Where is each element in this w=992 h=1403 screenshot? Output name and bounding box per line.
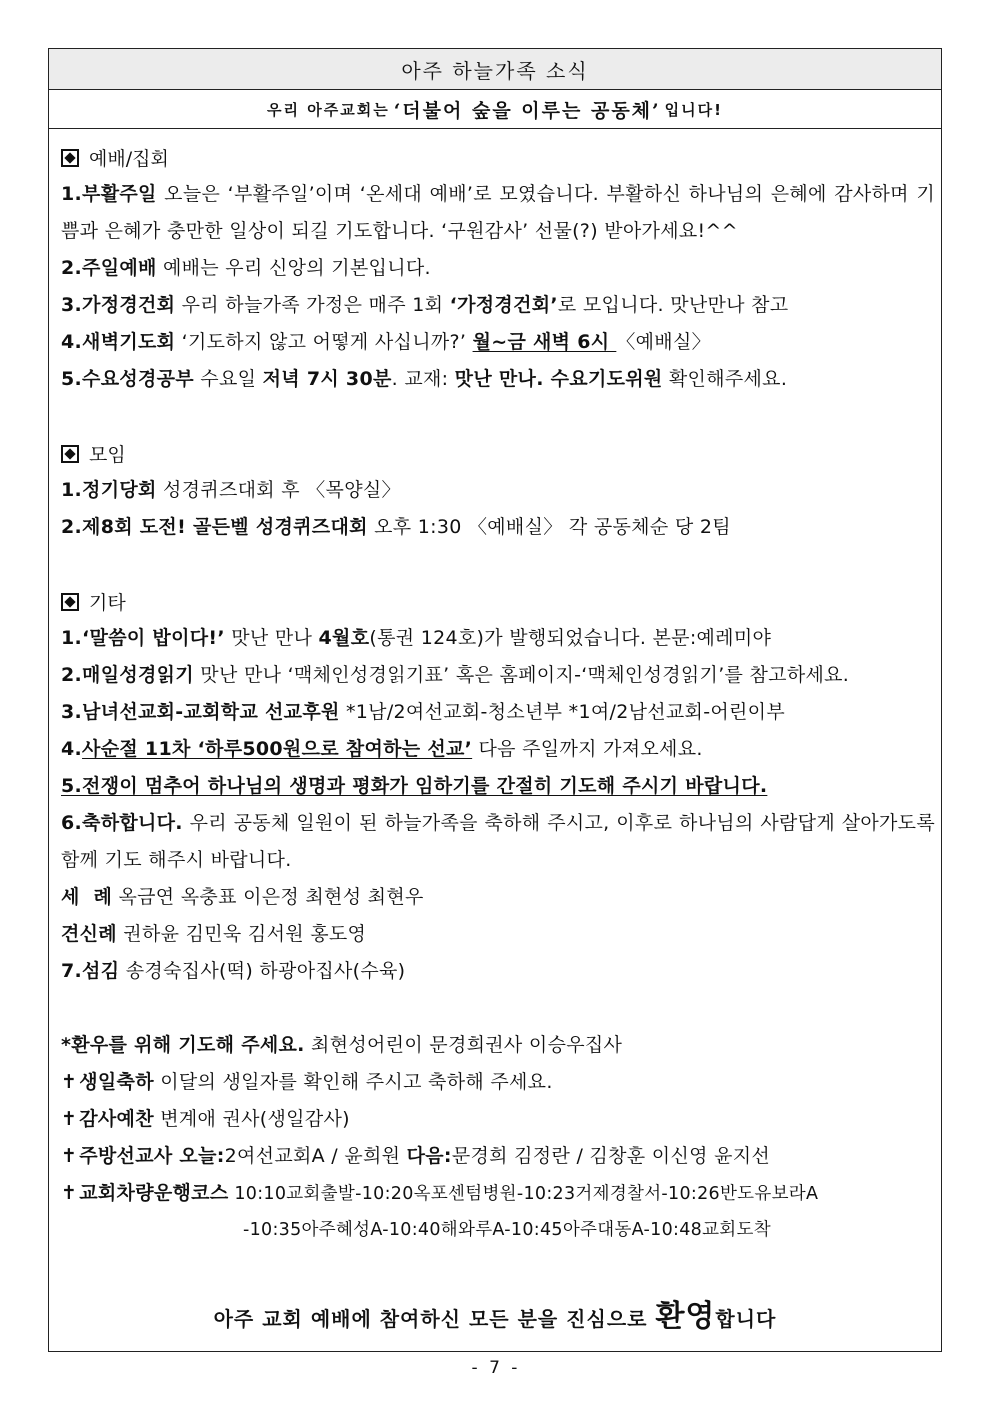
item-label: 견신례 bbox=[61, 923, 117, 945]
etc-item-2 bbox=[61, 657, 935, 694]
item-underline: 5.전쟁이 멈추어 하나님의 생명과 평화가 임하기를 간절히 기도해 주시기 바랍니다. bbox=[61, 775, 768, 797]
item-text: 성경퀴즈대회 후 〈목양실〉 bbox=[156, 479, 401, 501]
section-title: 예배/집회 bbox=[89, 148, 169, 170]
item-underline: 사순절 11차 ‘하루500원으로 참여하는 선교’ bbox=[82, 738, 473, 760]
welcome-text: 아주 교회 예배에 참여하신 모든 분을 진심으로 bbox=[213, 1307, 656, 1331]
item-text: *1남/2여선교회-청소년부 *1여/2남선교회-어린이부 bbox=[339, 701, 785, 723]
cross-icon: ✝ bbox=[61, 1145, 78, 1167]
item-text: 2여선교회A / 윤희원 bbox=[224, 1145, 407, 1167]
item-text: 10:10교회출발-10:20옥포센텀병원-10:23거제경찰서-10:26반도유보라A bbox=[228, 1184, 819, 1204]
worship-item-3 bbox=[61, 287, 935, 324]
item-bold: 다음: bbox=[406, 1145, 452, 1167]
section-worship-heading bbox=[61, 139, 935, 176]
worship-item-4 bbox=[61, 324, 935, 361]
item-label: 주방선교사 bbox=[79, 1145, 173, 1167]
item-text: 수요일 bbox=[193, 368, 263, 390]
item-text: 문경희 김정란 / 김창훈 이신영 윤지선 bbox=[451, 1145, 771, 1167]
section-meeting-heading bbox=[61, 435, 935, 472]
etc-item-7 bbox=[61, 953, 935, 990]
section-etc-heading bbox=[61, 583, 935, 620]
item-label: 4. bbox=[61, 738, 83, 760]
item-text: -10:35아주혜성A-10:40해와루A-10:45아주대동A-10:48교회도착 bbox=[243, 1220, 771, 1240]
item-label: 2.주일예배 bbox=[61, 257, 157, 279]
notice-kitchen bbox=[61, 1138, 935, 1175]
notice-bus-route-cont bbox=[61, 1212, 935, 1249]
item-text: 권하윤 김민욱 김서원 홍도영 bbox=[116, 923, 367, 945]
item-label: 6.축하합니다. bbox=[61, 812, 183, 834]
item-text: 오후 1:30 〈예배실〉 각 공동체순 당 2팀 bbox=[367, 516, 731, 538]
item-text: 〈예배실〉 bbox=[616, 331, 711, 353]
cross-icon: ✝ bbox=[61, 1108, 78, 1130]
worship-item-1 bbox=[61, 176, 935, 250]
bulletin-frame bbox=[48, 48, 942, 1352]
item-text: 우리 공동체 일원이 된 하늘가족을 축하해 주시고, 이후로 하나님의 사람답게 살아가도록 함께 기도 해주시 바랍니다. bbox=[61, 812, 935, 871]
diamond-box-icon bbox=[61, 445, 79, 463]
etc-confirmation bbox=[61, 916, 935, 953]
item-text: . 교재: bbox=[391, 368, 455, 390]
item-bold: ‘가정경건회’ bbox=[449, 294, 558, 316]
item-label: 5.수요성경공부 bbox=[61, 368, 194, 390]
section-title: 모임 bbox=[89, 444, 126, 466]
item-label: 교회차량운행코스 bbox=[79, 1182, 229, 1204]
etc-baptism bbox=[61, 879, 935, 916]
item-label: 세 례 bbox=[61, 886, 113, 908]
item-label: 7.섬김 bbox=[61, 960, 120, 982]
subtitle-emphasis: ‘더불어 숲을 이루는 공동체’ bbox=[393, 99, 661, 122]
item-text: 로 모입니다. 맛난만나 참고 bbox=[557, 294, 789, 316]
etc-item-6 bbox=[61, 805, 935, 879]
worship-item-2 bbox=[61, 250, 935, 287]
item-text: 오늘은 ‘부활주일’이며 ‘온세대 예배’로 모였습니다. 부활하신 하나님의 은혜에 감사하며 기쁨과 은혜가 충만한 일상이 되길 기도합니다. ‘구원감사’ 선물(?) 받아가세요!^^ bbox=[61, 183, 935, 242]
item-text: 옥금연 옥충표 이은정 최현성 최현우 bbox=[112, 886, 424, 908]
etc-item-4 bbox=[61, 731, 935, 768]
item-label: 4.새벽기도회 bbox=[61, 331, 176, 353]
notice-prayer bbox=[61, 1027, 935, 1064]
item-text: 변계애 권사(생일감사) bbox=[153, 1108, 350, 1130]
item-label: 3.남녀선교회-교회학교 선교후원 bbox=[61, 701, 340, 723]
meeting-item-1 bbox=[61, 472, 935, 509]
item-bold: 오늘: bbox=[172, 1145, 225, 1167]
welcome-message bbox=[49, 1291, 941, 1335]
diamond-box-icon bbox=[61, 593, 79, 611]
item-label: 1.‘말씀이 밥이다!’ bbox=[61, 627, 225, 649]
bulletin-body bbox=[49, 129, 941, 1249]
item-text: 최현성어린이 문경희권사 이승우집사 bbox=[304, 1034, 623, 1056]
item-text: 다음 주일까지 가져오세요. bbox=[472, 738, 703, 760]
subtitle bbox=[49, 90, 941, 129]
diamond-box-icon bbox=[61, 149, 79, 167]
notice-birthday bbox=[61, 1064, 935, 1101]
subtitle-pre: 우리 아주교회는 bbox=[267, 100, 390, 119]
page-number: - 7 - bbox=[471, 1358, 521, 1378]
item-bold: 맛난 만나. 수요기도위원 bbox=[454, 368, 663, 390]
item-label: 2.제8회 도전! 골든벨 성경퀴즈대회 bbox=[61, 516, 368, 538]
item-label: 감사예찬 bbox=[79, 1108, 154, 1130]
item-bold: 저녁 7시 30분 bbox=[262, 368, 392, 390]
item-label: 생일축하 bbox=[79, 1071, 154, 1093]
item-text: 송경숙집사(떡) 하광아집사(수육) bbox=[119, 960, 406, 982]
item-underline: 월~금 새벽 6시 bbox=[472, 331, 617, 353]
cross-icon: ✝ bbox=[61, 1182, 78, 1204]
item-bold: 4월호 bbox=[318, 627, 370, 649]
welcome-emphasis: 환영 bbox=[655, 1299, 716, 1334]
item-text: 예배는 우리 신앙의 기본입니다. bbox=[156, 257, 431, 279]
meeting-item-2 bbox=[61, 509, 935, 546]
notice-thanks bbox=[61, 1101, 935, 1138]
item-text: 이달의 생일자를 확인해 주시고 축하해 주세요. bbox=[153, 1071, 553, 1093]
item-text: ‘기도하지 않고 어떻게 사십니까?’ bbox=[175, 331, 473, 353]
cross-icon: ✝ bbox=[61, 1071, 78, 1093]
etc-item-1 bbox=[61, 620, 935, 657]
worship-item-5 bbox=[61, 361, 935, 398]
item-text: 확인해주세요. bbox=[662, 368, 788, 390]
item-text: 우리 하늘가족 가정은 매주 1회 bbox=[175, 294, 450, 316]
item-label: 2.매일성경읽기 bbox=[61, 664, 194, 686]
etc-item-5 bbox=[61, 768, 935, 805]
item-text: 맛난 만나 ‘맥체인성경읽기표’ 혹은 홈페이지-‘맥체인성경읽기’를 참고하세요. bbox=[193, 664, 850, 686]
welcome-text: 합니다 bbox=[715, 1307, 777, 1331]
notice-bus-route bbox=[61, 1175, 935, 1212]
item-label: 1.정기당회 bbox=[61, 479, 157, 501]
etc-item-3 bbox=[61, 694, 935, 731]
page-title: 아주 하늘가족 소식 bbox=[49, 49, 941, 90]
subtitle-post: 입니다! bbox=[664, 100, 723, 119]
item-label: 1.부활주일 bbox=[61, 183, 157, 205]
item-label: 3.가정경건회 bbox=[61, 294, 176, 316]
item-text: 맛난 만나 bbox=[224, 627, 319, 649]
item-text: (통권 124호)가 발행되었습니다. 본문:예레미야 bbox=[369, 627, 772, 649]
item-label: *환우를 위해 기도해 주세요. bbox=[61, 1034, 305, 1056]
section-title: 기타 bbox=[89, 592, 126, 614]
